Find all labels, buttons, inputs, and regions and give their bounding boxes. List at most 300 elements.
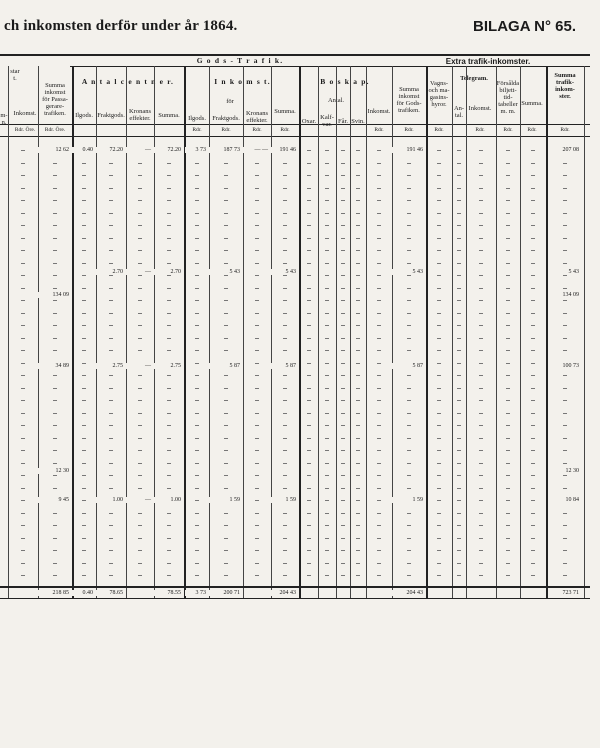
empty-cell-dash [457,150,461,151]
empty-cell-dash [341,313,345,314]
empty-cell-dash [167,188,171,189]
table-cell: 9 45 [38,497,69,503]
empty-cell-dash [255,313,259,314]
empty-cell-dash [506,338,510,339]
empty-cell-dash [356,175,360,176]
empty-cell-dash [325,550,329,551]
empty-cell-dash [307,325,311,326]
empty-cell-dash [479,250,483,251]
empty-cell-dash [82,525,86,526]
empty-cell-dash [531,488,535,489]
empty-cell-dash [53,350,57,351]
empty-cell-dash [377,438,381,439]
empty-cell-dash [531,413,535,414]
empty-cell-dash [53,325,57,326]
empty-cell-dash [377,325,381,326]
empty-cell-dash [506,513,510,514]
empty-cell-dash [255,538,259,539]
empty-cell-dash [138,563,142,564]
empty-cell-dash [53,338,57,339]
empty-cell-dash [307,275,311,276]
empty-cell-dash [138,325,142,326]
empty-cell-dash [283,425,287,426]
empty-cell-dash [82,250,86,251]
empty-cell-dash [138,350,142,351]
unit-passagerare: Rdr. Öre. [44,127,66,133]
empty-cell-dash [437,238,441,239]
empty-cell-dash [479,413,483,414]
empty-cell-dash [82,513,86,514]
empty-cell-dash [167,338,171,339]
empty-cell-dash [53,450,57,451]
empty-cell-dash [437,338,441,339]
table-cell: 207 08 [548,147,579,153]
empty-cell-dash [479,425,483,426]
empty-cell-dash [82,213,86,214]
empty-cell-dash [506,400,510,401]
empty-cell-dash [325,488,329,489]
empty-cell-dash [506,263,510,264]
empty-cell-dash [506,450,510,451]
empty-cell-dash [195,288,199,289]
empty-cell-dash [437,225,441,226]
empty-cell-dash [109,325,113,326]
empty-cell-dash [341,463,345,464]
column-divider [496,66,497,598]
summa-header: Summa. [158,112,180,119]
empty-cell-dash [21,538,25,539]
empty-cell-dash [224,388,228,389]
empty-cell-dash [356,200,360,201]
empty-cell-dash [407,450,411,451]
empty-cell-dash [325,438,329,439]
empty-cell-dash [377,225,381,226]
empty-cell-dash [167,400,171,401]
empty-cell-dash [356,213,360,214]
empty-cell-dash [167,238,171,239]
empty-cell-dash [457,475,461,476]
empty-cell-dash [325,263,329,264]
totals-bottom-rule [0,598,590,599]
empty-cell-dash [195,500,199,501]
empty-cell-dash [167,288,171,289]
empty-cell-dash [307,425,311,426]
empty-cell-dash [255,338,259,339]
empty-cell-dash [21,188,25,189]
empty-cell-dash [479,525,483,526]
empty-cell-dash [506,363,510,364]
empty-cell-dash [325,425,329,426]
empty-cell-dash [356,400,360,401]
empty-cell-dash [283,313,287,314]
empty-cell-dash [506,563,510,564]
empty-cell-dash [138,475,142,476]
empty-cell-dash [479,513,483,514]
empty-cell-dash [21,263,25,264]
empty-cell-dash [531,150,535,151]
column-divider [184,66,186,598]
empty-cell-dash [21,525,25,526]
empty-cell-dash [283,250,287,251]
empty-cell-dash [506,200,510,201]
empty-cell-dash [82,388,86,389]
empty-cell-dash [224,438,228,439]
empty-cell-dash [224,513,228,514]
empty-cell-dash [307,163,311,164]
empty-cell-dash [283,513,287,514]
empty-cell-dash [138,550,142,551]
antal-header: Antal. [327,97,345,104]
empty-cell-dash [563,275,567,276]
empty-cell-dash [21,163,25,164]
empty-cell-dash [255,225,259,226]
empty-cell-dash [563,563,567,564]
unit-ink-ilgods: Rdr. [192,127,202,133]
empty-cell-dash [53,288,57,289]
empty-cell-dash [138,250,142,251]
empty-cell-dash [307,375,311,376]
empty-cell-dash [377,475,381,476]
empty-cell-dash [255,200,259,201]
empty-cell-dash [255,525,259,526]
empty-cell-dash [457,413,461,414]
table-cell: 191 46 [271,147,296,153]
empty-cell-dash [21,313,25,314]
empty-cell-dash [307,263,311,264]
empty-cell-dash [167,475,171,476]
empty-cell-dash [437,550,441,551]
empty-cell-dash [341,350,345,351]
empty-cell-dash [21,225,25,226]
summa-gods-header: Summa inkomst för Gods- trafiken. [396,86,422,114]
empty-cell-dash [457,225,461,226]
empty-cell-dash [255,563,259,564]
empty-cell-dash [53,313,57,314]
empty-cell-dash [377,163,381,164]
empty-cell-dash [325,313,329,314]
empty-cell-dash [341,488,345,489]
column-divider [38,66,39,598]
empty-cell-dash [377,500,381,501]
empty-cell-dash [138,425,142,426]
empty-cell-dash [437,575,441,576]
empty-cell-dash [255,488,259,489]
empty-cell-dash [138,513,142,514]
table-cell: 100 73 [548,363,579,369]
empty-cell-dash [457,175,461,176]
empty-cell-dash [563,538,567,539]
empty-cell-dash [195,413,199,414]
empty-cell-dash [82,463,86,464]
empty-cell-dash [224,338,228,339]
empty-cell-dash [341,200,345,201]
empty-cell-dash [437,200,441,201]
empty-cell-dash [531,350,535,351]
empty-cell-dash [82,200,86,201]
empty-cell-dash [506,413,510,414]
empty-cell-dash [82,338,86,339]
empty-cell-dash [341,538,345,539]
empty-cell-dash [506,300,510,301]
empty-cell-dash [506,463,510,464]
empty-cell-dash [437,363,441,364]
empty-cell-dash [437,413,441,414]
empty-cell-dash [356,188,360,189]
empty-cell-dash [195,250,199,251]
empty-cell-dash [457,500,461,501]
empty-cell-dash [325,450,329,451]
empty-cell-dash [109,463,113,464]
empty-cell-dash [53,388,57,389]
empty-cell-dash [341,325,345,326]
empty-cell-dash [457,313,461,314]
empty-cell-dash [283,550,287,551]
empty-cell-dash [325,250,329,251]
left-partial-top: star t. [10,68,20,82]
empty-cell-dash [341,413,345,414]
table-cell: — [126,147,151,153]
empty-cell-dash [109,213,113,214]
empty-cell-dash [138,263,142,264]
empty-cell-dash [341,563,345,564]
empty-cell-dash [341,150,345,151]
column-divider [126,66,127,598]
empty-cell-dash [479,288,483,289]
empty-cell-dash [109,163,113,164]
empty-cell-dash [53,400,57,401]
empty-cell-dash [437,275,441,276]
table-cell: 72.20 [96,147,123,153]
empty-cell-dash [138,163,142,164]
empty-cell-dash [457,525,461,526]
empty-cell-dash [479,400,483,401]
empty-cell-dash [377,575,381,576]
empty-cell-dash [377,538,381,539]
empty-cell-dash [531,300,535,301]
empty-cell-dash [167,463,171,464]
empty-cell-dash [307,213,311,214]
empty-cell-dash [506,325,510,326]
empty-cell-dash [457,563,461,564]
column-divider [452,66,453,598]
empty-cell-dash [325,375,329,376]
empty-cell-dash [255,275,259,276]
empty-cell-dash [407,275,411,276]
empty-cell-dash [21,450,25,451]
empty-cell-dash [53,525,57,526]
empty-cell-dash [195,388,199,389]
empty-cell-dash [167,388,171,389]
empty-cell-dash [138,438,142,439]
empty-cell-dash [325,500,329,501]
empty-cell-dash [255,388,259,389]
empty-cell-dash [407,475,411,476]
empty-cell-dash [407,550,411,551]
empty-cell-dash [21,238,25,239]
totals-top-rule [0,586,590,588]
empty-cell-dash [224,188,228,189]
empty-cell-dash [53,250,57,251]
empty-cell-dash [82,175,86,176]
empty-cell-dash [531,313,535,314]
empty-cell-dash [506,438,510,439]
empty-cell-dash [341,275,345,276]
empty-cell-dash [307,475,311,476]
empty-cell-dash [356,150,360,151]
empty-cell-dash [531,213,535,214]
empty-cell-dash [377,150,381,151]
empty-cell-dash [224,300,228,301]
empty-cell-dash [138,388,142,389]
empty-cell-dash [457,450,461,451]
empty-cell-dash [109,375,113,376]
empty-cell-dash [82,263,86,264]
empty-cell-dash [82,488,86,489]
empty-cell-dash [82,288,86,289]
empty-cell-dash [341,525,345,526]
empty-cell-dash [377,425,381,426]
empty-cell-dash [109,513,113,514]
empty-cell-dash [377,338,381,339]
empty-cell-dash [325,538,329,539]
inkomst-header: I n k o m s t. [214,77,271,86]
empty-cell-dash [307,313,311,314]
empty-cell-dash [167,175,171,176]
empty-cell-dash [138,525,142,526]
empty-cell-dash [377,363,381,364]
empty-cell-dash [407,425,411,426]
empty-cell-dash [506,150,510,151]
empty-cell-dash [457,425,461,426]
table-cell: — [126,497,151,503]
empty-cell-dash [506,500,510,501]
column-divider [392,66,393,598]
empty-cell-dash [356,363,360,364]
table-cell: 5 43 [209,269,240,275]
empty-cell-dash [255,500,259,501]
empty-cell-dash [563,225,567,226]
empty-cell-dash [53,413,57,414]
empty-cell-dash [283,400,287,401]
empty-cell-dash [138,200,142,201]
empty-cell-dash [138,400,142,401]
empty-cell-dash [479,463,483,464]
empty-cell-dash [341,500,345,501]
empty-cell-dash [53,463,57,464]
empty-cell-dash [283,288,287,289]
empty-cell-dash [563,250,567,251]
empty-cell-dash [109,288,113,289]
empty-cell-dash [255,413,259,414]
empty-cell-dash [21,300,25,301]
empty-cell-dash [138,538,142,539]
empty-cell-dash [283,538,287,539]
empty-cell-dash [531,550,535,551]
empty-cell-dash [377,200,381,201]
empty-cell-dash [224,238,228,239]
empty-cell-dash [437,388,441,389]
empty-cell-dash [21,413,25,414]
total-cell: 78.65 [96,590,123,596]
empty-cell-dash [138,238,142,239]
empty-cell-dash [109,338,113,339]
empty-cell-dash [479,575,483,576]
empty-cell-dash [407,513,411,514]
table-cell: 134 09 [548,292,579,298]
empty-cell-dash [138,413,142,414]
empty-cell-dash [82,500,86,501]
empty-cell-dash [437,450,441,451]
empty-cell-dash [356,538,360,539]
empty-cell-dash [195,300,199,301]
empty-cell-dash [325,275,329,276]
empty-cell-dash [407,238,411,239]
empty-cell-dash [407,488,411,489]
empty-cell-dash [531,263,535,264]
empty-cell-dash [479,313,483,314]
empty-cell-dash [356,163,360,164]
empty-cell-dash [457,350,461,351]
empty-cell-dash [82,350,86,351]
empty-cell-dash [563,300,567,301]
empty-cell-dash [437,313,441,314]
empty-cell-dash [457,200,461,201]
empty-cell-dash [53,263,57,264]
empty-cell-dash [167,263,171,264]
empty-cell-dash [563,388,567,389]
empty-cell-dash [407,200,411,201]
empty-cell-dash [563,238,567,239]
empty-cell-dash [167,450,171,451]
unit-vagns: Rdr. [434,127,444,133]
empty-cell-dash [82,550,86,551]
empty-cell-dash [356,488,360,489]
ink-summa-header: Summa. [274,108,296,115]
empty-cell-dash [531,463,535,464]
empty-cell-dash [506,538,510,539]
table-cell: 34 89 [38,363,69,369]
empty-cell-dash [21,150,25,151]
empty-cell-dash [531,338,535,339]
empty-cell-dash [224,488,228,489]
empty-cell-dash [563,463,567,464]
empty-cell-dash [563,375,567,376]
empty-cell-dash [82,475,86,476]
empty-cell-dash [82,313,86,314]
ink-ilgods-header: Ilgods. [188,115,206,122]
empty-cell-dash [224,163,228,164]
empty-cell-dash [531,500,535,501]
empty-cell-dash [506,350,510,351]
empty-cell-dash [138,375,142,376]
empty-cell-dash [531,475,535,476]
unit-ink-summa: Rdr. [280,127,290,133]
empty-cell-dash [356,313,360,314]
empty-cell-dash [531,200,535,201]
empty-cell-dash [21,213,25,214]
empty-cell-dash [356,275,360,276]
empty-cell-dash [53,213,57,214]
empty-cell-dash [479,225,483,226]
empty-cell-dash [325,200,329,201]
empty-cell-dash [506,238,510,239]
empty-cell-dash [506,425,510,426]
empty-cell-dash [138,175,142,176]
empty-cell-dash [325,325,329,326]
empty-cell-dash [224,263,228,264]
table-cell: 5 43 [271,269,296,275]
empty-cell-dash [307,388,311,389]
